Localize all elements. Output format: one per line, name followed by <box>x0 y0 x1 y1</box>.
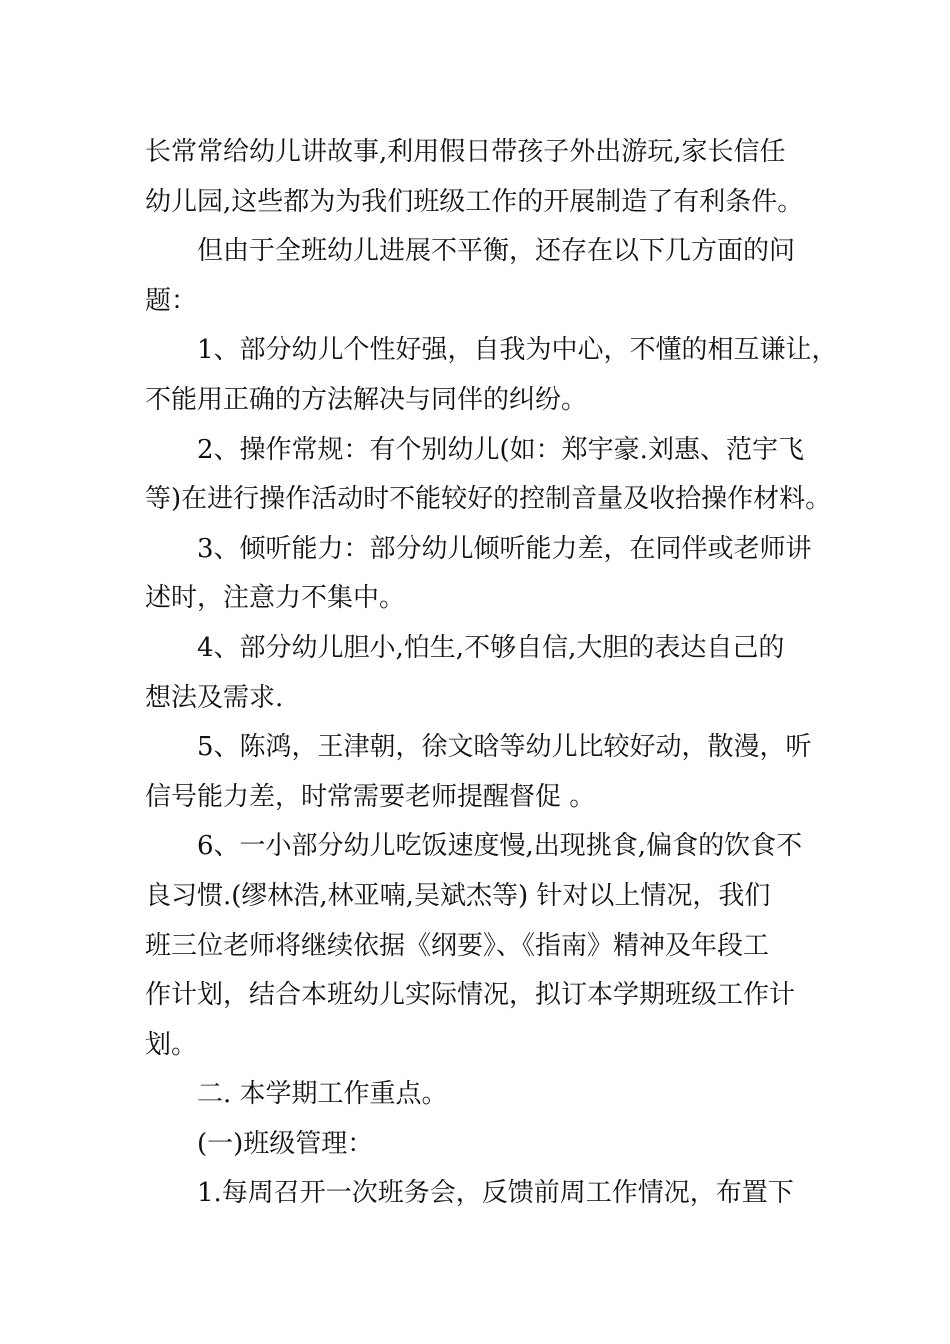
text-line: 划。 <box>145 1029 198 1060</box>
text-line: 长常常给幼儿讲故事,利用假日带孩子外出游玩,家长信任 <box>145 137 786 167</box>
text-line: 3、倾听能力：部分幼儿倾听能力差，在同伴或老师讲 <box>197 533 812 564</box>
document-body <box>145 128 838 1219</box>
text-line: 良习惯.(缪林浩,林亚喃,吴斌杰等) 针对以上情况，我们 <box>145 880 771 911</box>
text-line: 6、一小部分幼儿吃饭速度慢,出现挑食,偏食的饮食不 <box>197 831 803 862</box>
text-line: 不能用正确的方法解决与同伴的纠纷。 <box>145 384 588 415</box>
text-line: 4、部分幼儿胆小,怕生,不够自信,大胆的表达自己的 <box>197 632 785 663</box>
text-line: 作计划，结合本班幼儿实际情况，拟订本学期班级工作计 <box>145 980 796 1011</box>
text-line: 述时，注意力不集中。 <box>145 583 406 614</box>
text-line: (一)班级管理： <box>197 1128 374 1159</box>
text-line: 1.每周召开一次班务会，反馈前周工作情况，布置下 <box>197 1178 794 1209</box>
text-line: 5、陈鸿，王津朝，徐文晗等幼儿比较好动，散漫，听 <box>197 732 812 763</box>
text-line: 信号能力差，时常需要老师提醒督促 。 <box>145 781 596 812</box>
text-line: 班三位老师将继续依据《纲要》、《指南》精神及年段工 <box>145 930 770 961</box>
text-line: 想法及需求. <box>145 682 284 713</box>
text-line: 但由于全班幼儿进展不平衡，还存在以下几方面的问 <box>197 236 796 267</box>
text-line: 二. 本学期工作重点。 <box>197 1079 448 1110</box>
text-line: 题： <box>145 285 198 316</box>
text-line: 1、部分幼儿个性好强，自我为中心，不懂的相互谦让， <box>197 335 838 366</box>
text-line: 等)在进行操作活动时不能较好的控制音量及收拾操作材料。 <box>145 484 832 515</box>
text-line: 幼儿园,这些都为为我们班级工作的开展制造了有利条件。 <box>145 186 804 217</box>
text-line: 2、操作常规：有个别幼儿(如：郑宇豪.刘惠、范宇飞 <box>197 434 804 465</box>
